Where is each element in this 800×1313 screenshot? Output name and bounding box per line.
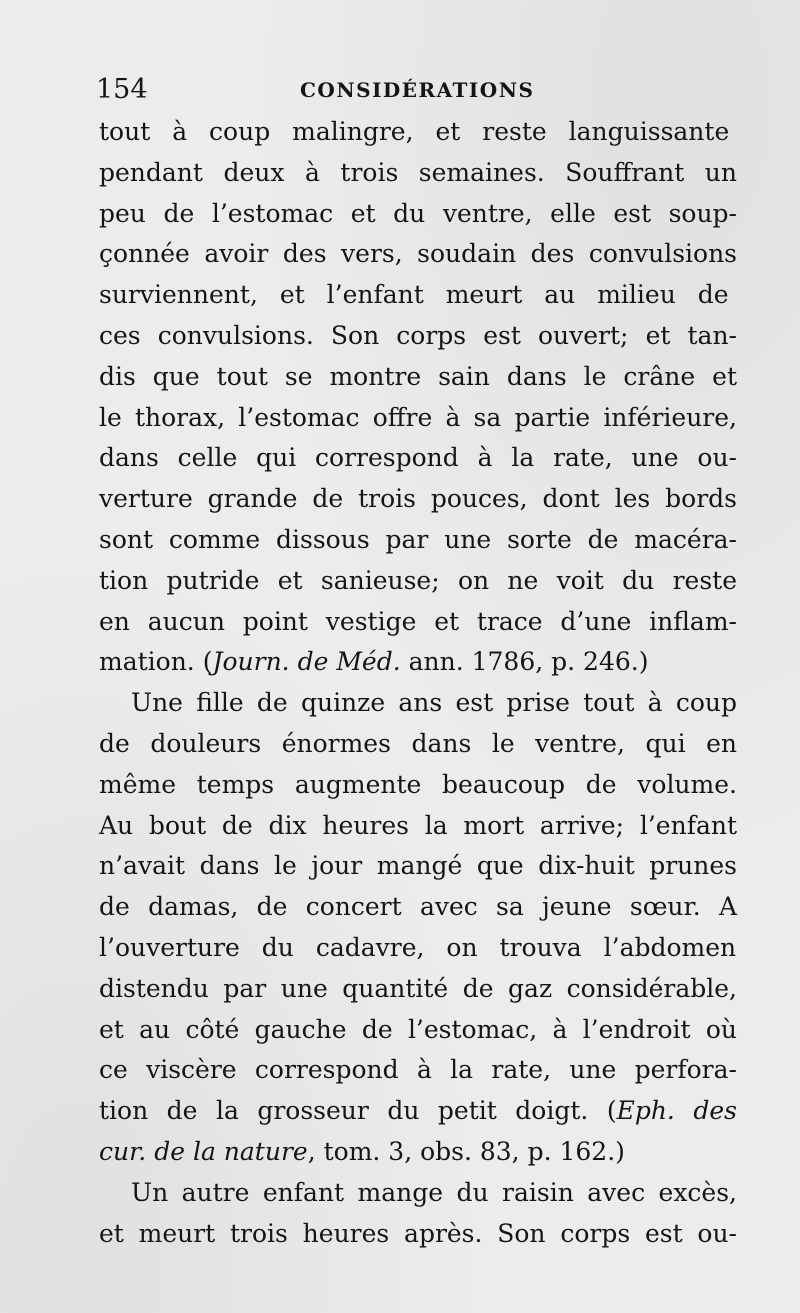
running-head: CONSIDÉRATIONS xyxy=(300,78,535,102)
text-line: verture grande de trois pouces, dont les bords xyxy=(99,484,737,514)
page-header xyxy=(96,70,736,110)
text-line: le thorax, l’estomac offre à sa partie inférieure, xyxy=(99,402,737,432)
text-line: et meurt trois heures après. Son corps est ou- xyxy=(99,1218,737,1248)
text-line: distendu par une quantité de gaz considérable, xyxy=(99,973,737,1003)
text-line: peu de l’estomac et du ventre, elle est soup- xyxy=(99,198,737,228)
text-line: dans celle qui correspond à la rate, une ou- xyxy=(99,443,737,473)
text-line: mation. (Journ. de Méd. ann. 1786, p. 246.) xyxy=(99,647,649,677)
text-line: en aucun point vestige et trace d’une inflam- xyxy=(99,606,737,636)
page-number: 154 xyxy=(96,74,148,105)
text-line: ces convulsions. Son corps est ouvert; et tan- xyxy=(99,320,737,350)
text-line: Un autre enfant mange du raisin avec excès, xyxy=(131,1177,737,1207)
text-line: tion de la grosseur du petit doigt. (Eph. des xyxy=(99,1096,737,1126)
body-text xyxy=(99,112,737,1254)
text-line: pendant deux à trois semaines. Souffrant un xyxy=(99,157,737,187)
text-line: dis que tout se montre sain dans le crâne et xyxy=(99,361,737,391)
text-line: de damas, de concert avec sa jeune sœur. A xyxy=(99,892,737,922)
text-line: cur. de la nature, tom. 3, obs. 83, p. 162.) xyxy=(99,1136,625,1166)
text-line: de douleurs énormes dans le ventre, qui en xyxy=(99,728,737,758)
text-line: même temps augmente beaucoup de volume. xyxy=(99,769,737,799)
text-line: sont comme dissous par une sorte de macéra- xyxy=(99,524,737,554)
text-line: tout à coup malingre, et reste languissante xyxy=(99,117,730,146)
text-line: surviennent, et l’enfant meurt au milieu de xyxy=(99,280,729,310)
text-line: ce viscère correspond à la rate, une perfora- xyxy=(99,1055,737,1085)
text-line: et au côté gauche de l’estomac, à l’endroit où xyxy=(99,1014,737,1044)
text-line: n’avait dans le jour mangé que dix-huit prunes xyxy=(99,851,737,881)
text-line: Une fille de quinze ans est prise tout à coup xyxy=(131,688,737,718)
text-line: çonnée avoir des vers, soudain des convulsions xyxy=(99,239,737,269)
text-line: tion putride et sanieuse; on ne voit du reste xyxy=(99,565,737,595)
text-line: l’ouverture du cadavre, on trouva l’abdomen xyxy=(99,932,737,962)
text-line: Au bout de dix heures la mort arrive; l’enfant xyxy=(99,810,737,840)
